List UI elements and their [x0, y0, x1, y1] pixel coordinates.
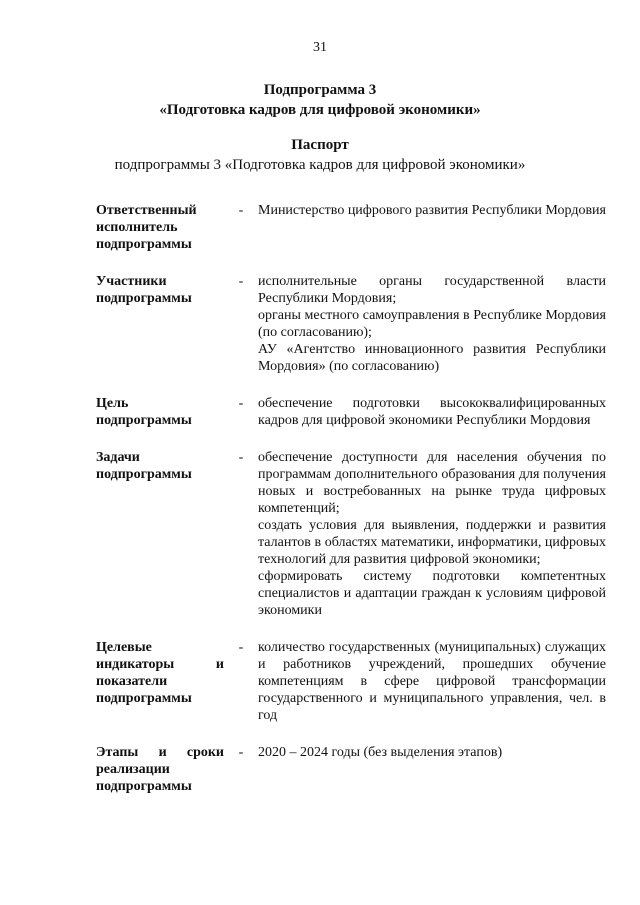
passport-header — [0, 135, 640, 175]
row-value-paragraph: Министерство цифрового развития Республики Мордовия — [258, 203, 606, 218]
row-value — [258, 202, 606, 219]
row-value — [258, 449, 606, 619]
row-value-paragraph: количество государственных (муниципальных) служащих и работников учреждений, прошедших обучение компетенциям в сфере цифровой трансформации государственного и муниципального управления, чел. в год — [258, 640, 606, 723]
row-value — [258, 395, 606, 429]
row-dash: - — [238, 396, 244, 411]
row-value — [258, 273, 606, 375]
row-label-line: Задачи — [96, 450, 140, 465]
row-dash: - — [238, 450, 244, 465]
row-dash: - — [238, 203, 244, 218]
row-label-line: подпрограммы — [96, 291, 192, 306]
row-dash: - — [238, 274, 244, 289]
row-label-line: Цель — [96, 396, 129, 411]
passport-row-goal — [96, 395, 606, 429]
page-number: 31 — [313, 40, 327, 55]
row-label-line: исполнитель — [96, 220, 178, 235]
passport-row-responsible-executor — [96, 202, 606, 253]
row-label-line: Ответственный — [96, 203, 197, 218]
passport-heading: Паспорт — [291, 137, 349, 153]
row-label-line: подпрограммы — [96, 413, 192, 428]
row-value-paragraph: обеспечение подготовки высококвалифицированных кадров для цифровой экономики Республики Мордовия — [258, 396, 606, 428]
row-label — [96, 639, 224, 707]
row-label-line: показатели — [96, 674, 168, 689]
row-label-line: индикаторы и — [96, 657, 224, 672]
passport-row-tasks — [96, 449, 606, 619]
row-value-paragraph: создать условия для выявления, поддержки и развития талантов в областях математики, информатики, цифровых технологий для развития цифровой экономики; — [258, 518, 606, 567]
passport-table — [96, 202, 606, 795]
row-value-paragraph: исполнительные органы государственной власти Республики Мордовия; — [258, 274, 606, 306]
row-label — [96, 744, 224, 795]
row-value — [258, 639, 606, 724]
row-label-line: подпрограммы — [96, 779, 192, 794]
row-label-line: подпрограммы — [96, 467, 192, 482]
passport-row-target-indicators — [96, 639, 606, 724]
row-value — [258, 744, 606, 761]
row-label-line: реализации — [96, 762, 170, 777]
row-label-line: Участники — [96, 274, 167, 289]
passport-subtitle: подпрограммы 3 «Подготовка кадров для цифровой экономики» — [114, 157, 526, 173]
row-label-line: Целевые — [96, 640, 152, 655]
row-value-paragraph: органы местного самоуправления в Республике Мордовия (по согласованию); — [258, 308, 606, 340]
row-dash: - — [238, 745, 244, 760]
row-value-paragraph: сформировать систему подготовки компетентных специалистов и адаптации граждан к условиям цифровой экономики — [258, 569, 606, 618]
row-label-line: Этапы и сроки — [96, 745, 224, 760]
row-value-paragraph: обеспечение доступности для населения обучения по программам дополнительного образования для получения новых и востребованных на рынке труда цифровых компетенций; — [258, 450, 606, 516]
row-value-paragraph: АУ «Агентство инновационного развития Республики Мордовия» (по согласованию) — [258, 342, 606, 374]
row-label — [96, 449, 224, 483]
passport-row-stages-and-terms — [96, 744, 606, 795]
subprogram-title-line-1: Подпрограмма 3 — [263, 82, 377, 98]
row-label — [96, 395, 224, 429]
row-dash: - — [238, 640, 244, 655]
row-label — [96, 202, 224, 253]
row-label — [96, 273, 224, 307]
row-label-line: подпрограммы — [96, 237, 192, 252]
subprogram-title-line-2: «Подготовка кадров для цифровой экономики» — [159, 102, 481, 118]
subprogram-title — [0, 80, 640, 120]
row-value-paragraph: 2020 – 2024 годы (без выделения этапов) — [258, 745, 503, 760]
passport-row-participants — [96, 273, 606, 375]
row-label-line: подпрограммы — [96, 691, 192, 706]
